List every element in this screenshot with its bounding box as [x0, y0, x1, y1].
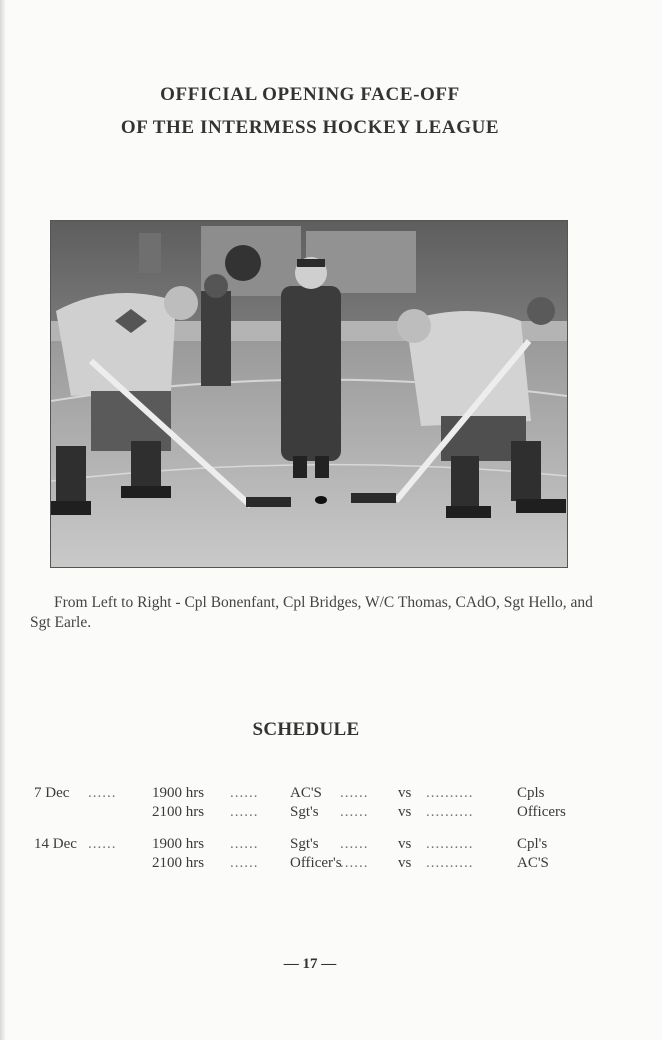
leader-dots: .......... — [426, 855, 474, 871]
schedule-away-team: AC'S — [517, 855, 549, 871]
schedule-row — [0, 836, 662, 855]
schedule-home-team: AC'S — [290, 785, 322, 801]
photo-caption — [30, 593, 610, 633]
leader-dots: ...... — [340, 855, 369, 871]
schedule-vs: vs — [398, 855, 412, 871]
page-title-line-1: OFFICIAL OPENING FACE-OFF — [160, 84, 460, 105]
leader-dots: ...... — [230, 836, 259, 852]
page-number: — 17 — — [283, 956, 337, 972]
schedule-row — [0, 804, 662, 823]
leader-dots: ...... — [340, 836, 369, 852]
schedule-row — [0, 855, 662, 874]
schedule-home-team: Sgt's — [290, 804, 319, 820]
leader-dots: ...... — [340, 804, 369, 820]
leader-dots: ...... — [230, 855, 259, 871]
schedule-date: 14 Dec — [34, 836, 77, 852]
schedule-away-team: Cpls — [517, 785, 545, 801]
schedule-time: 2100 hrs — [152, 855, 205, 871]
leader-dots: ...... — [230, 804, 259, 820]
schedule-vs: vs — [398, 785, 412, 801]
leader-dots: ...... — [88, 836, 117, 852]
schedule-time: 1900 hrs — [152, 836, 205, 852]
leader-dots: ...... — [340, 785, 369, 801]
page-title-line-2: OF THE INTERMESS HOCKEY LEAGUE — [120, 117, 500, 138]
schedule-row — [0, 785, 662, 804]
leader-dots: ...... — [230, 785, 259, 801]
schedule-vs: vs — [398, 804, 412, 820]
schedule-away-team: Officers — [517, 804, 566, 820]
leader-dots: ...... — [88, 785, 117, 801]
schedule-home-team: Sgt's — [290, 836, 319, 852]
leader-dots: .......... — [426, 785, 474, 801]
photo-caption-text: From Left to Right - Cpl Bonenfant, Cpl Bridges, W/C Thomas, CAdO, Sgt Hello, and Sgt Earle. — [30, 594, 593, 631]
leader-dots: .......... — [426, 804, 474, 820]
schedule-home-team: Officer's — [290, 855, 342, 871]
hockey-faceoff-photo — [50, 220, 568, 568]
schedule-date: 7 Dec — [34, 785, 70, 801]
scan-edge-shadow — [0, 0, 6, 1040]
schedule-time: 1900 hrs — [152, 785, 205, 801]
schedule-table — [0, 785, 662, 874]
schedule-away-team: Cpl's — [517, 836, 548, 852]
schedule-time: 2100 hrs — [152, 804, 205, 820]
leader-dots: .......... — [426, 836, 474, 852]
schedule-vs: vs — [398, 836, 412, 852]
schedule-heading: SCHEDULE — [252, 719, 360, 740]
